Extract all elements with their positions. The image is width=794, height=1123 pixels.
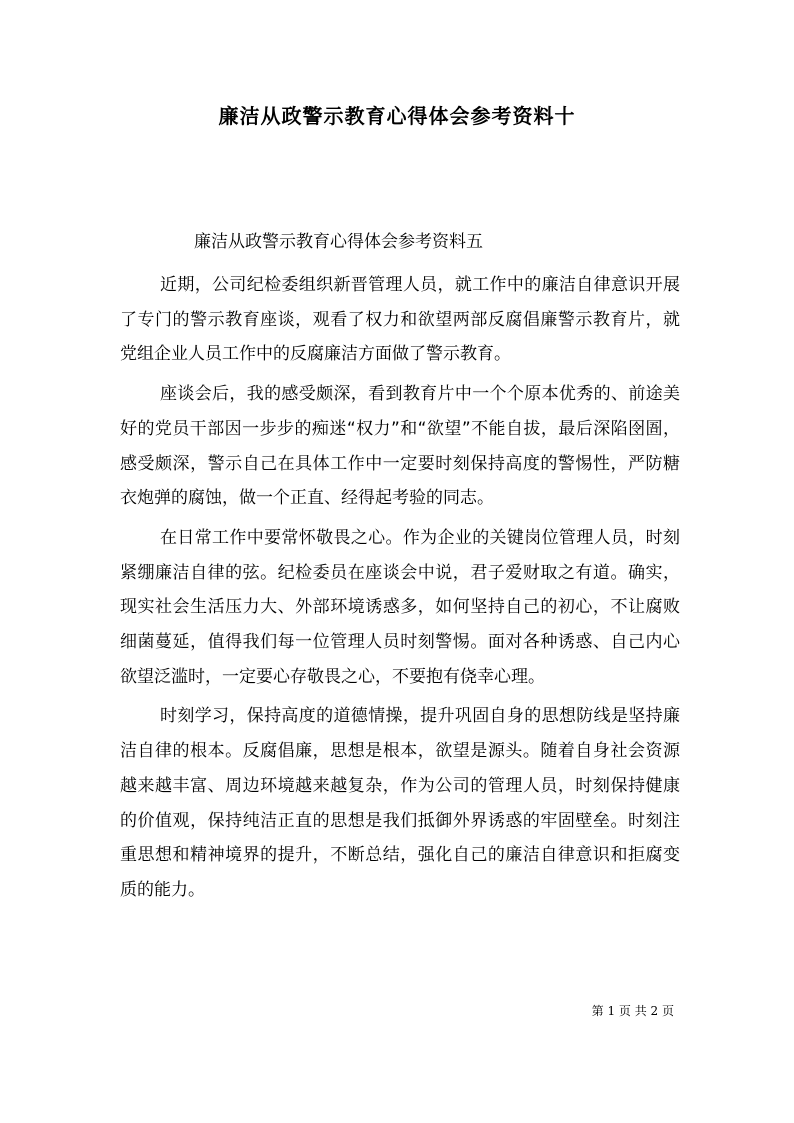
- document-title: 廉洁从政警示教育心得体会参考资料十: [218, 104, 576, 128]
- body-paragraph: 在日常工作中要常怀敬畏之心。作为企业的关键岗位管理人员，时刻紧绷廉洁自律的弦。纪检委员在座谈会中说，君子爱财取之有道。确实，现实社会生活压力大、外部环境诱惑多，如何坚持自己的初心，不让腐败细菌蔓延，值得我们每一位管理人员时刻警惕。面对各种诱惑、自己内心欲望泛滥时，一定要心存敬畏之心，不要抱有侥幸心理。: [120, 527, 680, 687]
- document-subtitle: 廉洁从政警示教育心得体会参考资料五: [194, 232, 483, 252]
- body-paragraph: 座谈会后，我的感受颇深，看到教育片中一个个原本优秀的、前途美好的党员干部因一步步的痴迷“权力”和“欲望”不能自拔，最后深陷囹圄，感受颇深，警示自己在具体工作中一定要时刻保持高度的警惕性，严防糖衣炮弹的腐蚀，做一个正直、经得起考验的同志。: [120, 384, 680, 509]
- page-number-footer: 第 1 页 共 2 页: [591, 1004, 674, 1018]
- document-body: [120, 268, 680, 913]
- body-paragraph: 近期，公司纪检委组织新晋管理人员，就工作中的廉洁自律意识开展了专门的警示教育座谈，观看了权力和欲望两部反腐倡廉警示教育片，就党组企业人员工作中的反腐廉洁方面做了警示教育。: [120, 275, 680, 365]
- body-paragraph: 时刻学习，保持高度的道德情操，提升巩固自身的思想防线是坚持廉洁自律的根本。反腐倡廉，思想是根本，欲望是源头。随着自身社会资源越来越丰富、周边环境越来越复杂，作为公司的管理人员，时刻保持健康的价值观，保持纯洁正直的思想是我们抵御外界诱惑的牢固壁垒。时刻注重思想和精神境界的提升，不断总结，强化自己的廉洁自律意识和拒腐变质的能力。: [120, 706, 680, 900]
